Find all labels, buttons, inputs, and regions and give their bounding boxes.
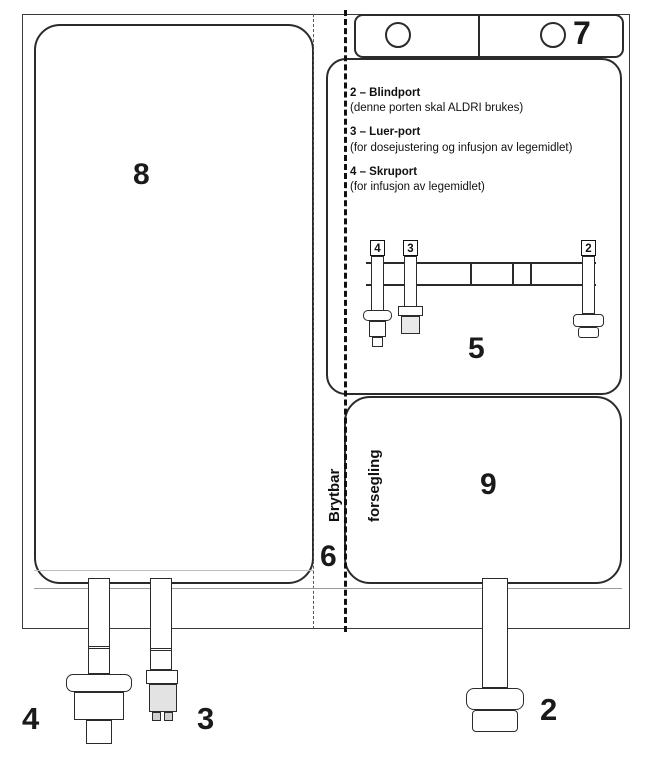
port-luer-head [146,670,178,684]
mini-port-screw-stem [371,256,384,312]
port-blind-stem [482,578,508,688]
mini-port-luer-body [401,316,420,334]
mini-port-luer-stem [404,256,417,308]
label-number-9: 9 [480,468,497,501]
seal-label-line1: Brytbar [326,468,343,522]
chamber-large [34,24,314,584]
manifold-tick-c [530,262,532,284]
manifold-tick-b [512,262,514,284]
port-manifold-top-line [366,262,596,264]
label-number-2: 2 [540,692,558,727]
port-blind-base [472,710,518,732]
callout-box-2: 2 [581,240,596,256]
hanger-hole-left-icon [385,22,411,48]
info-item-skruport [350,165,600,195]
manifold-tick-a [470,262,472,284]
label-number-3: 3 [197,701,215,736]
info-item-blindport [350,86,600,116]
mini-port-luer-collar [398,306,423,316]
bag-bottom-seam [34,588,622,589]
mini-port-blind-base [578,327,599,338]
port-screw-stem-tick [88,646,110,647]
mini-port-screw-flange [363,310,392,321]
label-number-7: 7 [573,15,591,51]
mini-port-blind-stem [582,256,595,314]
info-heading-skruport: 4 – Skruport [350,165,418,178]
port-luer-band [150,650,172,670]
hanger-divider [478,16,480,56]
info-heading-blindport: 2 – Blindport [350,87,421,99]
info-body-luerport: (for dosejustering og infusjon av legemidlet) [350,141,573,154]
port-screw-body [74,692,124,720]
label-number-8: 8 [133,158,150,191]
port-luer-detail-right [164,712,173,721]
callout-box-3: 3 [403,240,418,256]
callout-box-4: 4 [370,240,385,256]
mini-port-screw-tip [372,337,383,347]
chamber-divider-dashdot [313,14,314,629]
port-blind-flange [466,688,524,710]
info-body-blindport: (denne porten skal ALDRI brukes) [350,102,524,115]
port-screw-wing [66,674,132,692]
seal-label-line2: forsegling [366,449,383,522]
hanger-hole-right-icon [540,22,566,48]
mini-port-screw-body [369,321,386,337]
port-luer-detail-left [152,712,161,721]
port-screw-cap [88,648,110,674]
port-luer-connector [149,684,177,712]
label-number-5: 5 [468,332,485,365]
info-item-luerport [350,125,600,155]
bag-bottom-seam-secondary [34,570,314,571]
port-screw-tip [86,720,112,744]
port-manifold-bottom-line [366,284,596,286]
info-heading-luerport: 3 – Luer-port [350,126,421,139]
info-body-skruport: (for infusjon av legemidlet) [350,180,485,193]
label-number-6: 6 [320,540,337,573]
info-text-block [350,86,600,204]
breakable-seal-line [344,10,347,632]
port-luer-stem-tick [150,648,172,649]
mini-port-blind-flange [573,314,604,327]
label-number-4: 4 [22,701,40,736]
